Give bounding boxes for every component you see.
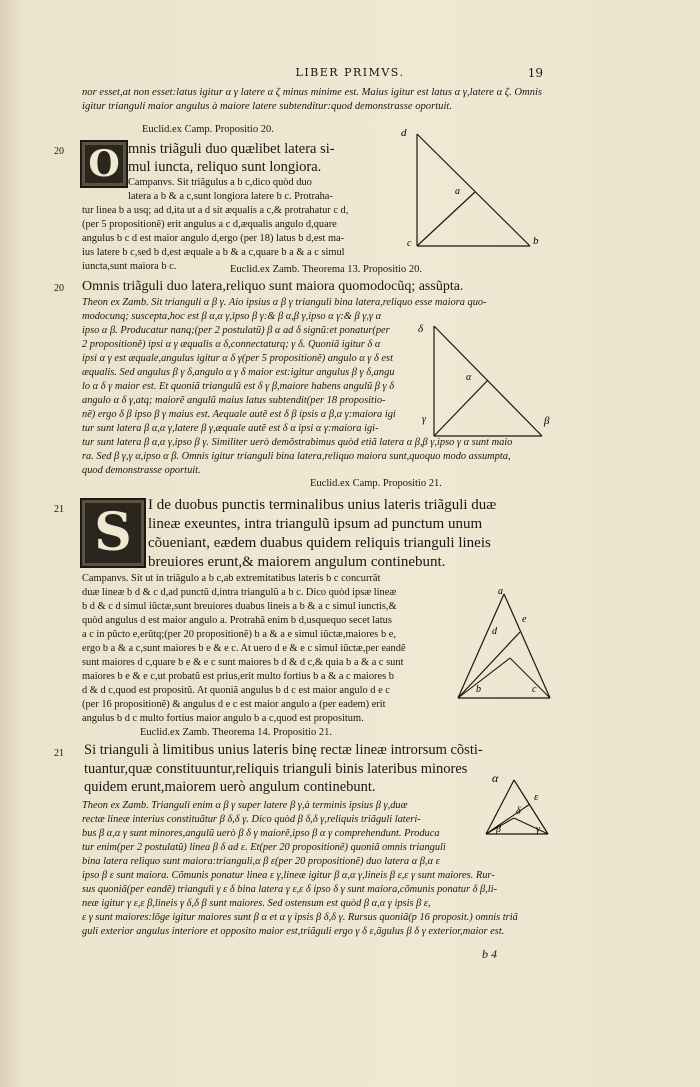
title-line: Si trianguli à limitibus unius lateris binę rectæ lineæ introrsum cõsti-	[84, 742, 483, 758]
text-line: neæ igitur γ ε,ε β,lineis γ δ,δ β sunt maiores. Sed ostensum est quòd β α,α γ ipsis β ε,	[82, 898, 431, 909]
section-reference: Euclid.ex Camp. Propositio 20.	[142, 124, 274, 135]
section-reference: Euclid.ex Zamb. Theorema 14. Propositio 21.	[140, 727, 332, 738]
text-line: nor esset,at non esset:latus igitur α γ latere α ζ minus minime est. Maius igitur est latus α γ,latere α ζ. Omnis	[82, 87, 543, 98]
section-reference: Euclid.ex Camp. Propositio 21.	[310, 478, 442, 489]
proposition-body	[82, 799, 642, 939]
text-line: quòd angulus d est maior angulo a. Protrahã enim b d,usquequo secet latus	[82, 615, 392, 626]
text-line: duæ lineæ b d & c d,ad punctũ d,intra triangulũ a b c. Dico quòd ipsæ lineæ	[82, 587, 397, 598]
text-line: bina latera reliquo sunt maiora:trianguli,α β ε(per 20 propositionẽ) duo latera α β,α ε	[82, 856, 440, 867]
text-line: ipso β ε sunt maiora. Cõmunis ponatur linea ε γ,lineæ igitur β α,α γ,lineis β ε,ε γ sunt maiores. Rur-	[82, 870, 495, 881]
section-reference: Euclid.ex Zamb. Theorema 13. Propositio 20.	[230, 264, 422, 275]
text-line: sus quoniã(per eandẽ) trianguli γ ε δ bina latera γ ε,ε δ ipso δ γ sunt maiora,cõmunis ponatur δ β,li-	[82, 884, 498, 895]
point-label: c	[407, 238, 412, 249]
point-label: α	[466, 372, 472, 383]
title-line: mnis triãguli duo quælibet latera si-	[128, 141, 335, 157]
text-line: ε γ sunt maiores:lõge igitur maiores sunt β α et α γ ipsis β δ,δ γ. Rursus quoniã(p 16 proposit.) omnis triã	[82, 912, 518, 923]
point-label: c	[532, 684, 537, 695]
signature-mark: b 4	[482, 947, 497, 961]
text-line: (per 5 propositionẽ) erit angulus a c d,æqualis angulo d,quare	[82, 219, 337, 230]
triangle-figure-1	[395, 122, 555, 250]
margin-number: 20	[54, 146, 64, 157]
folio-number: 19	[527, 66, 543, 80]
point-label: e	[522, 614, 527, 625]
point-label: γ	[536, 824, 540, 835]
text-line: quod demonstrasse oportuit.	[82, 465, 201, 476]
text-line: Theon ex Zamb. Sit trianguli α β γ. Aio ipsius α β γ trianguli bina latera,reliquo esse maiora quo-	[82, 297, 487, 308]
text-line: maiores b e & e c,ut probatũ est prius,erit multo fortius b a & a c maiores b	[82, 671, 394, 682]
proposition-title	[148, 496, 628, 572]
title-line: breuiores erunt,& maiorem angulum continebunt.	[148, 554, 446, 570]
point-label: γ	[422, 414, 426, 425]
text-line: tur enim(per 2 postulatũ) linea β δ ad ε. Et(per 20 propositionẽ) quoniã omnis trianguli	[82, 842, 446, 853]
triangle-figure-3	[452, 588, 562, 706]
proposition-title: Omnis triãguli duo latera,reliquo sunt maiora quomodocũq; assũpta.	[82, 279, 464, 294]
point-label: β	[544, 415, 550, 427]
title-line: mul iuncta, reliquo sunt longiora.	[128, 159, 322, 175]
point-label: d	[401, 127, 407, 139]
text-line: ipsi α γ est æquale,angulus igitur α δ γ(per 5 propositionẽ) angulo α γ δ est	[82, 353, 393, 364]
continuation-text	[82, 86, 622, 114]
point-label: a	[498, 588, 503, 597]
text-line: a c in pũcto e,erũtq;(per 20 propositionẽ) b a & a e simul iũctæ,maiores b e,	[82, 629, 396, 640]
point-label: d	[492, 626, 497, 637]
point-label: δ	[516, 806, 521, 817]
title-line: tuantur,quæ constituuntur,reliquis trianguli binis lateribus minores	[84, 760, 468, 777]
title-line: quidem erunt,maiorem uerò angulum continebunt.	[84, 779, 376, 795]
text-line: Theon ex Zamb. Trianguli enim α β γ super latere β γ,à terminis ipsius β γ,duæ	[82, 800, 408, 811]
decorated-initial-s: S	[80, 498, 146, 568]
text-line: b d & c d simul iũctæ,sunt breuiores duabus lineis a b & a c simul iunctis,&	[82, 601, 397, 612]
point-label: δ	[418, 323, 424, 335]
proposition-title	[128, 140, 428, 176]
text-line: sunt maiores d c,quare b e & e c sunt maiores b d & d c,& quia b a & a c sunt	[82, 657, 404, 668]
margin-number: 20	[54, 283, 64, 294]
text-line: tur sunt latera β α,α γ,latere β γ,æquale autẽ est δ α ipsi α γ:maiora igi-	[82, 423, 379, 434]
triangle-figure-4	[478, 774, 558, 842]
text-line: guli exterior angulus interiore et opposito maior est,triãguli ergo γ δ ε,ãgulus β δ γ exterior,maior est.	[82, 926, 505, 937]
text-line: lo α δ γ maior est. Et quoniã triangulũ est δ γ β,maiore habens angulũ β γ δ	[82, 381, 395, 392]
text-line: æqualis. Sed angulus β γ δ,angulo α γ δ maior est:igitur angulus β γ δ,angu	[82, 367, 395, 378]
margin-number: 21	[54, 504, 64, 515]
text-line: angulo α δ γ,atq; maiorẽ angulũ maius latus subtendit(per 18 propositio-	[82, 395, 386, 406]
title-line: I de duobus punctis terminalibus unius lateris triãguli duæ	[148, 497, 497, 513]
text-line: angulus b c d est maior angulo d,ergo (per 18) latus b d,est ma-	[82, 233, 345, 244]
point-label: α	[492, 774, 499, 785]
text-line: ra. Sed β γ,γ α,ipso α β. Omnis igitur trianguli bina latera,reliquo maiora sunt,quoquo modo assumpta,	[82, 451, 511, 462]
point-label: b	[476, 684, 481, 695]
proposition-body	[82, 572, 462, 726]
point-label: a	[455, 186, 460, 197]
text-line: d & d c,quod est propositũ. At quoniã angulus b d c est maior angulo d e c	[82, 685, 390, 696]
text-line: iuncta,sunt maiora b c.	[82, 261, 177, 272]
text-line: bus β α,α γ sunt minores,angulũ uerò β δ γ maiorẽ,ipso β α γ comprehendunt. Produca	[82, 828, 440, 839]
point-label: b	[533, 235, 539, 247]
text-line: ius latere b c,sed b d,est æquale a b & a c,quare b a & a c simul	[82, 247, 345, 258]
title-line: lineæ exeuntes, intra triangulũ ipsum ad punctum unum	[148, 516, 483, 532]
text-line: nẽ) ergo δ β ipso β γ maius est. Aequale autẽ est δ β ipsis α β,α γ:maiora igi	[82, 409, 396, 420]
text-line: rectæ lineæ interius constituãtur β δ,δ γ. Dico quòd β δ,δ γ,reliquis triãguli lateri-	[82, 814, 421, 825]
decorated-initial-o: O	[80, 140, 128, 188]
text-line: tur linea b a usq; ad d,ita ut a d sit æqualis a c,& protrahatur c d,	[82, 205, 349, 216]
text-line: ergo b a & a c,sunt maiores b e & e c. At uero d e & e c simul iũctæ,per eandẽ	[82, 643, 406, 654]
running-header: LIBER PRIMVS.	[295, 66, 405, 79]
point-label: β	[496, 824, 501, 835]
text-line: ipso α β. Producatur nanq;(per 2 postulatũ) β α ad δ signũ:et ponatur(per	[82, 325, 390, 336]
text-line: 2 propositionẽ) ipsi α γ æqualis α δ,connectaturq; γ δ. Quoniã igitur δ α	[82, 339, 381, 350]
text-line: igitur trianguli maior angulus à maiore latere subtenditur:quod demonstrasse oportuit.	[82, 101, 452, 112]
point-label: ε	[534, 791, 539, 803]
text-line: latera a b & a c,sunt longiora latere b c. Protraha-	[128, 191, 333, 202]
text-line: modocunq; suscepta,hoc est β α,α γ,ipso β γ:& β α,β γ,ipso α γ:& β γ,γ α	[82, 311, 382, 322]
margin-number: 21	[54, 748, 64, 759]
text-line: tur sunt latera β α,α γ,ipso β γ. Similiter uerò demõstrabimus quòd etiã latera α β,β γ,ipso γ α sunt maio	[82, 437, 513, 448]
text-line: (per 16 propositionẽ) & angulus d e c est maior angulo a (per eadem) erit	[82, 699, 386, 710]
proposition-body	[82, 176, 412, 274]
text-line: Campanvs. Sit ut in triãgulo a b c,ab extremitatibus lateris b c concurrãt	[82, 573, 381, 584]
title-line: cõueniant, eædem duabus quidem reliquis trianguli lineis	[148, 535, 491, 551]
triangle-figure-2	[410, 318, 560, 444]
text-line: Campanvs. Sit triãgulus a b c,dico quòd duo	[128, 177, 312, 188]
text-line: angulus b d c multo fortius maior angulo b a c,quod est propositum.	[82, 713, 364, 724]
